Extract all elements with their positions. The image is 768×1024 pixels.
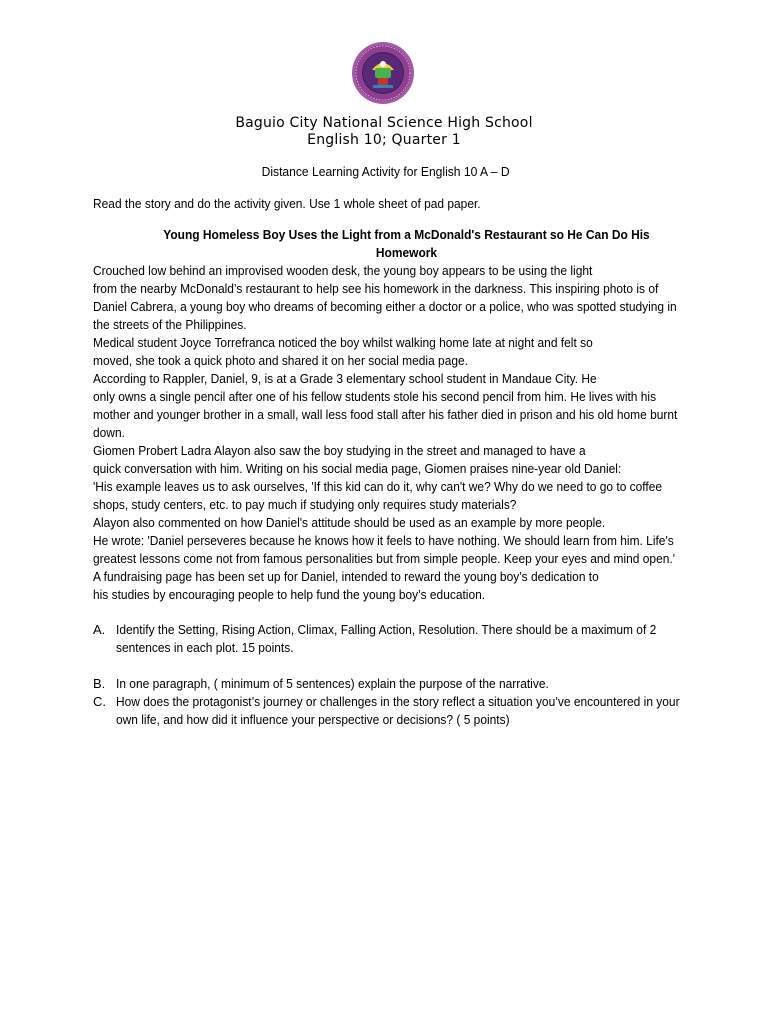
story-line: mother and younger brother in a small, wall less food stall after his father died in prison and his old home burnt — [93, 407, 678, 422]
story-line: Daniel Cabrera, a young boy who dreams of becoming either a doctor or a police, who was spotted studying in — [93, 299, 677, 314]
story-line: the streets of the Philippines. — [93, 317, 247, 332]
story-line: He wrote: 'Daniel perseveres because he knows how it feels to have nothing. We should learn from him. Life's — [93, 533, 674, 548]
story-line: Crouched low behind an improvised wooden desk, the young boy appears to be using the light — [93, 263, 593, 278]
question-line: sentences in each plot. 15 points. — [116, 640, 294, 655]
question-b — [93, 675, 720, 693]
school-logo — [351, 42, 415, 104]
question-letter: A. — [93, 622, 106, 637]
story-body — [93, 262, 720, 604]
story-line: Giomen Probert Ladra Alayon also saw the boy studying in the street and managed to have a — [93, 443, 586, 458]
question-letter: B. — [93, 676, 106, 691]
school-name: Baguio City National Science High School — [235, 115, 533, 131]
story-line: down. — [93, 425, 125, 440]
question-c — [93, 693, 720, 729]
story-line: Medical student Joyce Torrefranca noticed the boy whilst walking home late at night and felt so — [93, 335, 593, 350]
story-line: A fundraising page has been set up for Daniel, intended to reward the young boy’s dedication to — [93, 569, 599, 584]
story-line: quick conversation with him. Writing on his social media page, Giomen praises nine-year old Daniel: — [93, 461, 622, 476]
story-line: greatest lessons come not from famous personalities but from simple people. Keep your eyes and mind open.' — [93, 551, 676, 566]
story-title-line: Homework — [375, 245, 438, 260]
story-line: Alayon also commented on how Daniel's attitude should be used as an example by more people. — [93, 515, 606, 530]
question-letter: C. — [93, 694, 106, 709]
activity-questions — [93, 621, 720, 729]
instructions: Read the story and do the activity given. Use 1 whole sheet of pad paper. — [93, 196, 481, 211]
story-line: moved, she took a quick photo and shared it on her social media page. — [93, 353, 468, 368]
question-line: In one paragraph, ( minimum of 5 sentences) explain the purpose of the narrative. — [116, 676, 549, 691]
question-a — [93, 621, 720, 657]
story-line: 'His example leaves us to ask ourselves, 'If this kid can do it, why can't we? Why do we need to go to coffee — [93, 479, 663, 494]
story-title-line: Young Homeless Boy Uses the Light from a McDonald's Restaurant so He Can Do His — [163, 227, 650, 242]
question-line: Identify the Setting, Rising Action, Climax, Falling Action, Resolution. There should be a maximum of 2 — [116, 622, 657, 637]
story-line: shops, study centers, etc. to pay much if studying only requires study materials? — [93, 497, 517, 512]
activity-title: Distance Learning Activity for English 10 A – D — [261, 164, 510, 179]
story-line: his studies by encouraging people to help fund the young boy’s education. — [93, 587, 486, 602]
story-line: only owns a single pencil after one of his fellow students stole his second pencil from him. He lives with his — [93, 389, 657, 404]
course-quarter: English 10; Quarter 1 — [307, 132, 461, 148]
story-title — [93, 226, 720, 262]
story-line: According to Rappler, Daniel, 9, is at a Grade 3 elementary school student in Mandaue City. He — [93, 371, 597, 386]
question-line: own life, and how did it influence your perspective or decisions? ( 5 points) — [116, 712, 510, 727]
story-line: from the nearby McDonald’s restaurant to help see his homework in the darkness. This inspiring photo is of — [93, 281, 659, 296]
question-line: How does the protagonist’s journey or challenges in the story reflect a situation you’ve encountered in your — [116, 694, 680, 709]
